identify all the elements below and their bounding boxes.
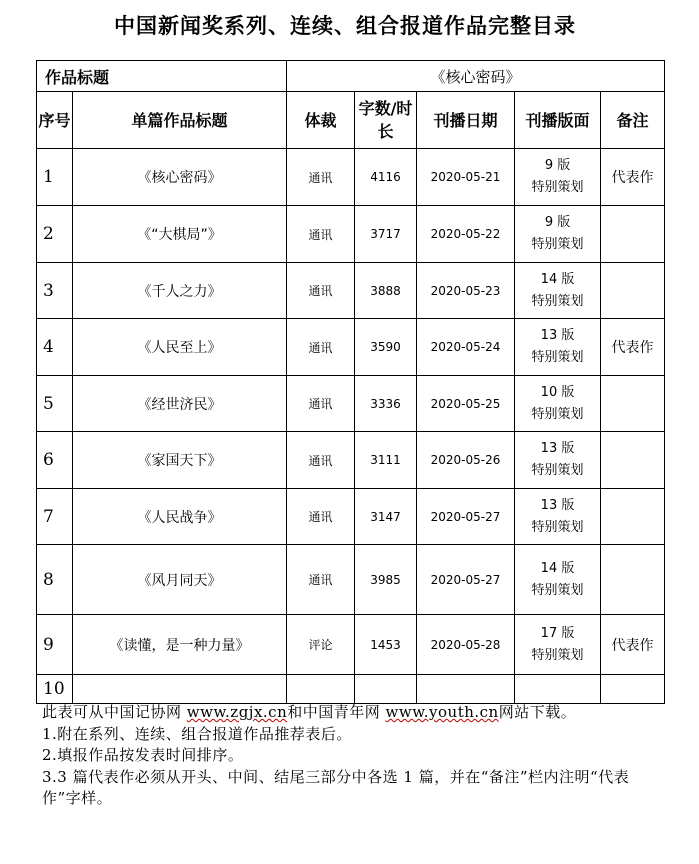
row-date: 2020-05-28 <box>417 615 515 675</box>
table-row <box>37 432 665 489</box>
header-title: 单篇作品标题 <box>73 92 287 149</box>
row-note <box>601 489 665 545</box>
row-words: 3590 <box>355 319 417 376</box>
footnotes <box>42 702 642 810</box>
row-date <box>417 675 515 704</box>
table-row <box>37 615 665 675</box>
row-page-number: 14 版 <box>540 271 575 287</box>
row-date: 2020-05-27 <box>417 489 515 545</box>
row-title: 《经世济民》 <box>73 376 287 432</box>
row-date: 2020-05-22 <box>417 206 515 263</box>
row-genre: 通讯 <box>287 206 355 263</box>
row-page-number: 17 版 <box>540 625 575 641</box>
row-words <box>355 675 417 704</box>
row-page <box>515 376 601 432</box>
table-row <box>37 675 665 704</box>
row-page <box>515 675 601 704</box>
row-date: 2020-05-27 <box>417 545 515 615</box>
row-words: 3147 <box>355 489 417 545</box>
row-page-section: 特别策划 <box>531 180 584 195</box>
row-date: 2020-05-21 <box>417 149 515 206</box>
row-date: 2020-05-25 <box>417 376 515 432</box>
footnote-2: 2.填报作品按发表时间排序。 <box>42 746 244 765</box>
row-page-number: 9 版 <box>544 215 571 230</box>
row-words: 4116 <box>355 149 417 206</box>
row-note <box>601 206 665 263</box>
row-note: 代表作 <box>601 615 665 675</box>
footnote-source: 此表可从中国记协网 www.zgjx.cn和中国青年网 www.youth.cn网站下载。 <box>42 703 577 721</box>
header-row <box>37 92 665 149</box>
table-row <box>37 376 665 432</box>
row-genre: 通讯 <box>287 263 355 319</box>
row-title <box>73 675 287 704</box>
row-title: 《风月同天》 <box>73 545 287 615</box>
row-seq: 9 <box>37 615 73 675</box>
row-seq: 3 <box>37 263 73 319</box>
row-page-section: 特别策划 <box>531 463 584 478</box>
row-title: 《千人之力》 <box>73 263 287 319</box>
row-title: 《读懂，是一种力量》 <box>73 615 287 675</box>
row-page <box>515 149 601 206</box>
work-title-label: 作品标题 <box>37 61 287 92</box>
row-genre <box>287 675 355 704</box>
row-title: 《人民至上》 <box>73 319 287 376</box>
row-page-number: 14 版 <box>540 560 575 576</box>
header-note: 备注 <box>601 92 665 149</box>
row-seq: 7 <box>37 489 73 545</box>
row-page-number: 10 版 <box>540 384 575 400</box>
row-words: 3717 <box>355 206 417 263</box>
row-page-section: 特别策划 <box>531 582 584 598</box>
row-words: 3888 <box>355 263 417 319</box>
row-seq: 6 <box>37 432 73 489</box>
row-words: 3111 <box>355 432 417 489</box>
row-title: 《“大棋局”》 <box>73 206 287 263</box>
row-genre: 通讯 <box>287 545 355 615</box>
header-genre: 体裁 <box>287 92 355 149</box>
row-genre: 通讯 <box>287 376 355 432</box>
row-page-section: 特别策划 <box>531 293 584 309</box>
row-page <box>515 319 601 376</box>
row-genre: 通讯 <box>287 319 355 376</box>
row-page <box>515 432 601 489</box>
row-seq: 8 <box>37 545 73 615</box>
footnote-1: 1.附在系列、连续、组合报道作品推荐表后。 <box>42 724 352 743</box>
row-page-number: 13 版 <box>540 328 575 343</box>
header-words: 字数/时长 <box>355 92 417 149</box>
table-row <box>37 545 665 615</box>
row-page-section: 特别策划 <box>531 647 584 663</box>
row-page-number: 9 版 <box>544 158 571 173</box>
header-page: 刊播版面 <box>515 92 601 149</box>
row-words: 3336 <box>355 376 417 432</box>
row-date: 2020-05-26 <box>417 432 515 489</box>
table-row <box>37 263 665 319</box>
row-seq: 2 <box>37 206 73 263</box>
youth-link[interactable]: www.youth.cn <box>385 703 499 721</box>
row-genre: 通讯 <box>287 149 355 206</box>
row-title: 《核心密码》 <box>73 149 287 206</box>
row-page-number: 13 版 <box>540 497 575 513</box>
works-table <box>36 60 665 704</box>
row-note <box>601 263 665 319</box>
row-seq: 1 <box>37 149 73 206</box>
row-date: 2020-05-24 <box>417 319 515 376</box>
row-page <box>515 545 601 615</box>
row-genre: 通讯 <box>287 489 355 545</box>
row-words: 1453 <box>355 615 417 675</box>
document-title: 中国新闻奖系列、连续、组合报道作品完整目录 <box>114 14 576 38</box>
row-page <box>515 263 601 319</box>
footnote-3: 3.3 篇代表作必须从开头、中间、结尾三部分中各选 1 篇，并在“备注”栏内注明“代表作”字样。 <box>42 767 630 808</box>
table-row <box>37 489 665 545</box>
row-page-section: 特别策划 <box>531 406 584 422</box>
row-note: 代表作 <box>601 319 665 376</box>
row-genre: 评论 <box>287 615 355 675</box>
row-page <box>515 206 601 263</box>
row-title: 《人民战争》 <box>73 489 287 545</box>
row-genre: 通讯 <box>287 432 355 489</box>
row-words: 3985 <box>355 545 417 615</box>
row-note <box>601 376 665 432</box>
work-title-value: 《核心密码》 <box>287 61 665 92</box>
row-note <box>601 675 665 704</box>
row-note: 代表作 <box>601 149 665 206</box>
table-row <box>37 319 665 376</box>
row-page-number: 13 版 <box>540 441 575 456</box>
table-row <box>37 206 665 263</box>
zgjx-link[interactable]: www.zgjx.cn <box>186 703 288 721</box>
row-note <box>601 432 665 489</box>
row-page-section: 特别策划 <box>531 350 584 365</box>
row-seq: 5 <box>37 376 73 432</box>
row-note <box>601 545 665 615</box>
header-date: 刊播日期 <box>417 92 515 149</box>
row-seq: 10 <box>37 675 73 704</box>
row-page-section: 特别策划 <box>531 237 584 252</box>
row-page-section: 特别策划 <box>531 519 584 535</box>
row-seq: 4 <box>37 319 73 376</box>
work-title-row <box>37 61 665 92</box>
header-seq: 序号 <box>37 92 73 149</box>
row-page <box>515 489 601 545</box>
row-title: 《家国天下》 <box>73 432 287 489</box>
row-page <box>515 615 601 675</box>
row-date: 2020-05-23 <box>417 263 515 319</box>
table-row <box>37 149 665 206</box>
